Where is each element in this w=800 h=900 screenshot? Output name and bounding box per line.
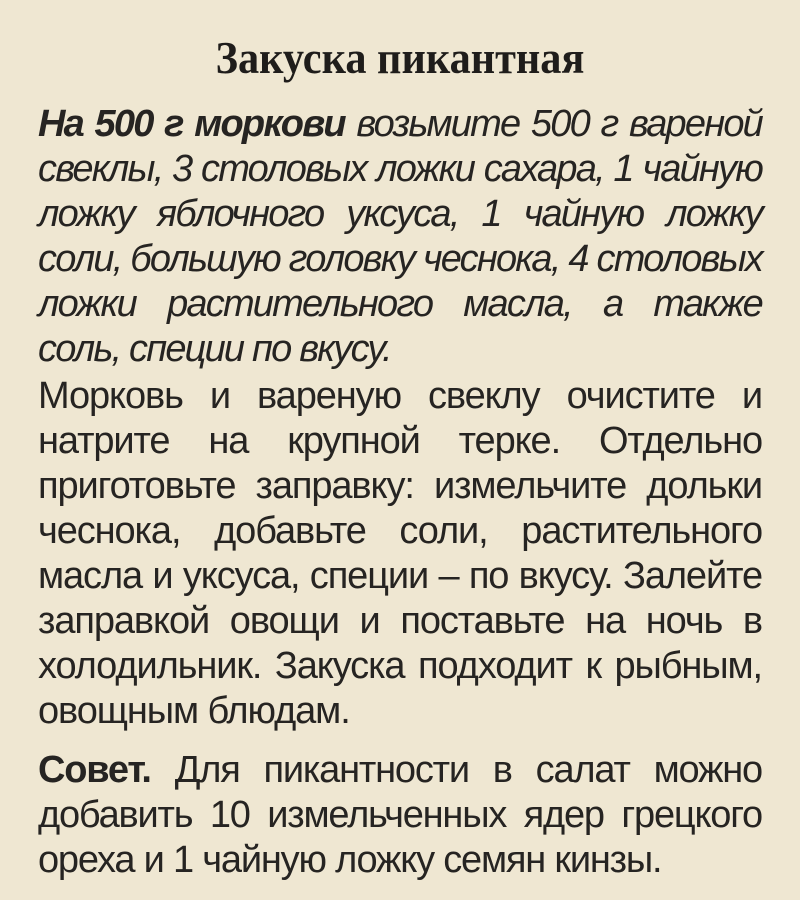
advice-paragraph [38,748,762,883]
recipe-title: Закуска пикантная [215,32,585,83]
ingredients-text: возьмите 500 г вареной свеклы, 3 столовых ложки сахара, 1 чайную ложку яблочного уксуса, 1 чайную ложку соли, большую головку чеснока, 4 столовых ложки растительного масла, а также соль, специи по вкусу. [38,103,762,370]
advice-text: Для пикантности в салат можно добавить 10 измельченных ядер грецкого ореха и 1 чайную ложку семян кинзы. [38,749,762,881]
ingredients-paragraph [38,102,762,372]
ingredients-lead: На 500 г моркови [38,103,345,145]
method-paragraph: Морковь и вареную свеклу очистите и натрите на крупной терке. Отдельно приготовьте заправку: измельчите дольки чеснока, добавьте соли, растительного масла и уксуса, специи – по вкусу. Залейте заправкой овощи и поставьте на ночь в холодильник. Закуска подходит к рыбным, овощным блюдам. [38,375,762,732]
advice-lead: Совет. [38,749,151,791]
